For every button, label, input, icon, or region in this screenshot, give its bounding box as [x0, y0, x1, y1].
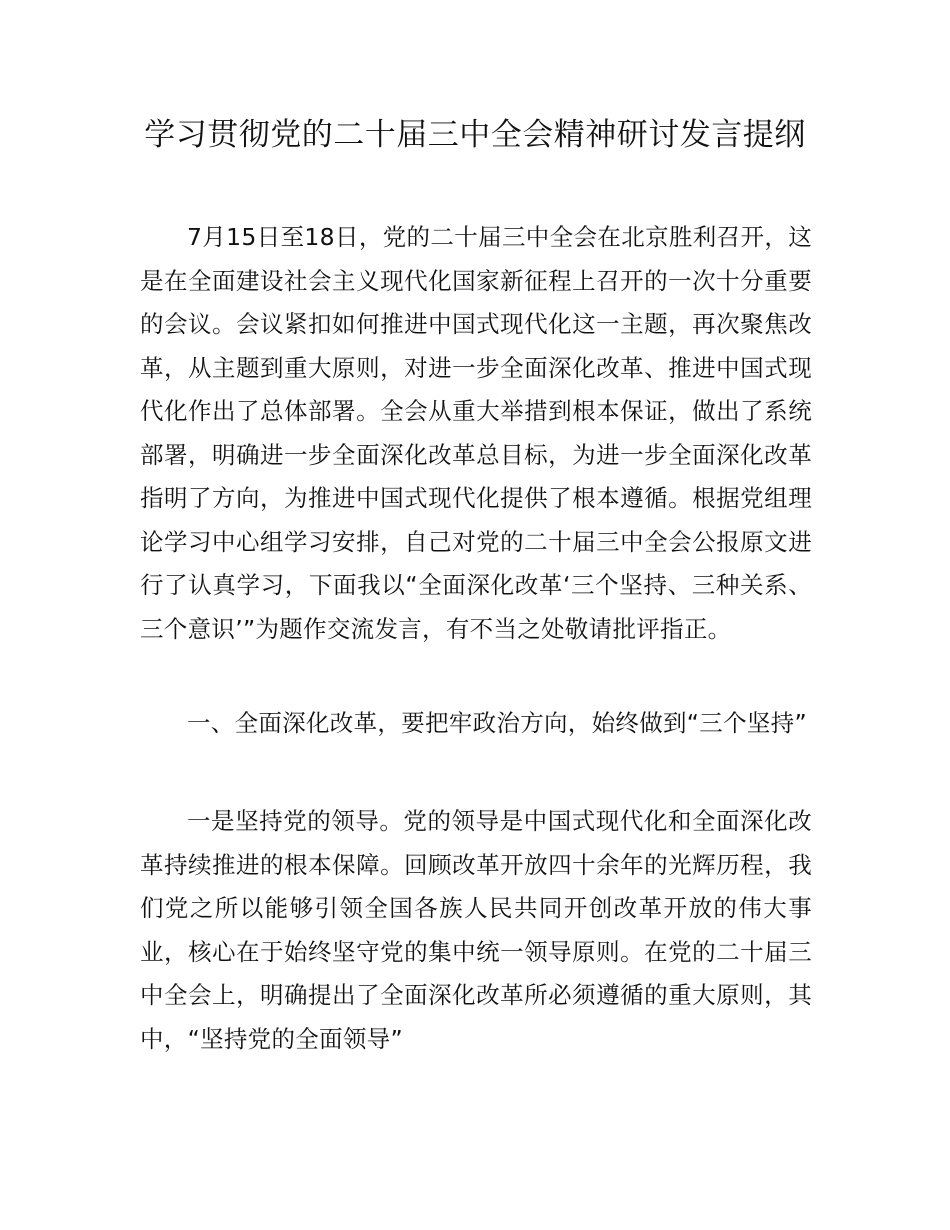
intro-paragraph: 7月15日至18日，党的二十届三中全会在北京胜利召开，这是在全面建设社会主义现代化国家新征程上召开的一次十分重要的会议。会议紧扣如何推进中国式现代化这一主题，再次聚焦改革，从主题到重大原则，对进一步全面深化改革、推进中国式现代化作出了总体部署。全会从重大举措到根本保证，做出了系统部署，明确进一步全面深化改革总目标，为进一步全面深化改革指明了方向，为推进中国式现代化提供了根本遵循。根据党组理论学习中心组学习安排，自己对党的二十届三中全会公报原文进行了认真学习，下面我以“全面深化改革‘三个坚持、三种关系、三个意识’”为题作交流发言，有不当之处敬请批评指正。 — [140, 223, 812, 643]
point-one-paragraph: 一是坚持党的领导。党的领导是中国式现代化和全面深化改革持续推进的根本保障。回顾改革开放四十余年的光辉历程，我们党之所以能够引领全国各族人民共同开创改革开放的伟大事业，核心在于始终坚守党的集中统一领导原则。在党的二十届三中全会上，明确提出了全面深化改革所必须遵循的重大原则，其中，“坚持党的全面领导” — [140, 807, 812, 1053]
document-title: 学习贯彻党的二十届三中全会精神研讨发言提纲 — [144, 117, 806, 153]
section-heading-one: 一、全面深化改革，要把牢政治方向，始终做到“三个坚持” — [187, 709, 807, 737]
